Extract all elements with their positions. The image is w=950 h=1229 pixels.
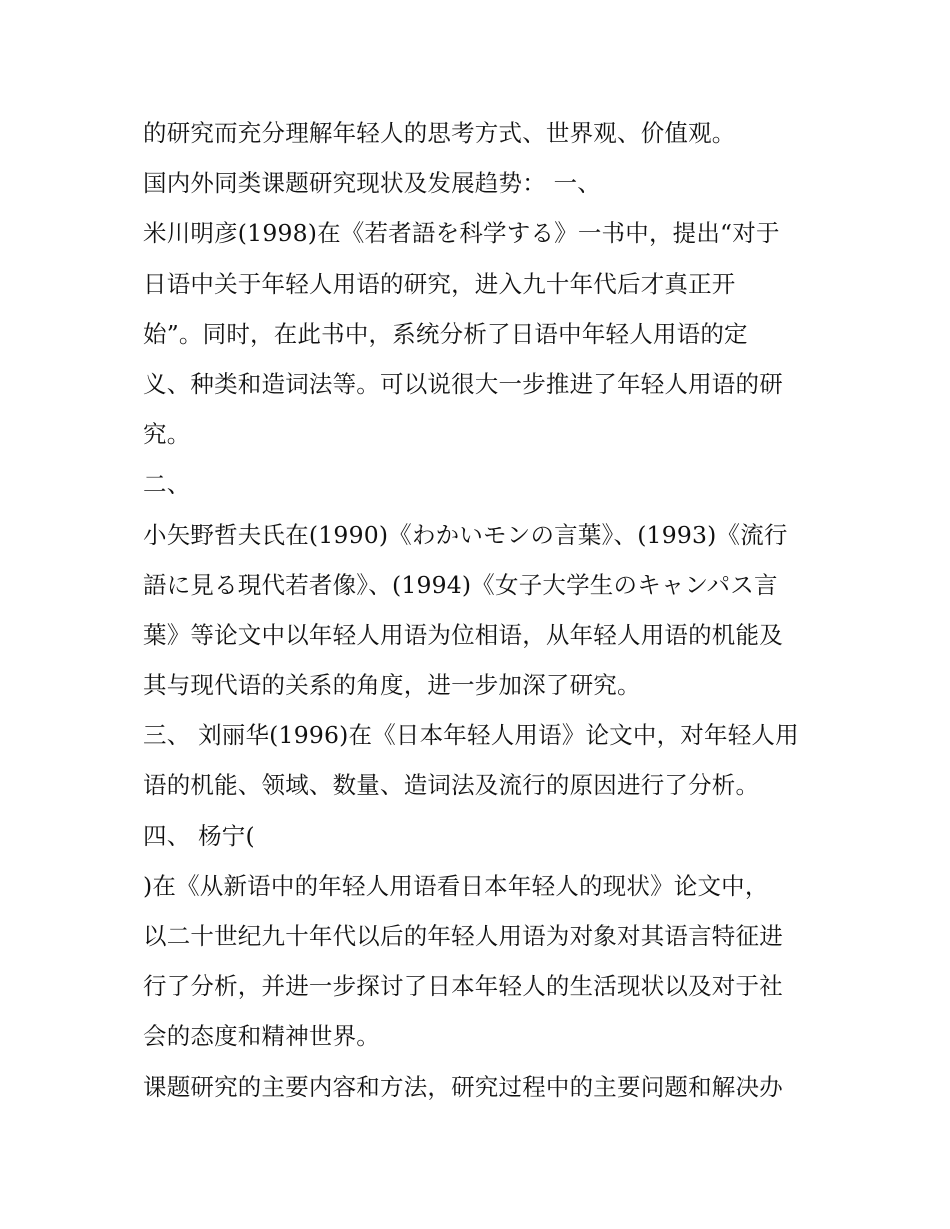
- text-line: 四、 杨宁(: [143, 821, 255, 850]
- text-line: 会的态度和精神世界。: [143, 1022, 380, 1051]
- text-line: 语的机能、领域、数量、造词法及流行的原因进行了分析。: [143, 771, 760, 800]
- text-line: 葉》等论文中以年轻人用语为位相语，从年轻人用语的机能及: [143, 620, 783, 649]
- text-line: 其与现代语的关系的角度，进一步加深了研究。: [143, 671, 641, 700]
- text-line: 的研究而充分理解年轻人的思考方式、世界观、价值观。: [143, 119, 736, 147]
- text-line: 究。: [143, 420, 191, 449]
- body-text: [143, 108, 815, 1112]
- text-line: 以二十世纪九十年代以后的年轻人用语为对象对其语言特征进: [143, 922, 783, 950]
- text-line: 二、: [143, 470, 191, 499]
- text-line: 日语中关于年轻人用语的研究，进入九十年代后才真正开: [143, 269, 736, 298]
- text-line: 始”。同时，在此书中，系统分析了日语中年轻人用语的定: [143, 319, 748, 348]
- text-line: 小矢野哲夫氏在(1990)《わかいモンの言葉》、(1993)《流行: [143, 520, 788, 549]
- text-line: 义、种类和造词法等。可以说很大一步推进了年轻人用语的研: [143, 369, 783, 398]
- text-line: 国内外同类课题研究现状及发展趋势： 一、: [143, 169, 601, 198]
- text-line: 行了分析，并进一步探讨了日本年轻人的生活现状以及对于社: [143, 972, 783, 1001]
- text-line: 课题研究的主要内容和方法，研究过程中的主要问题和解决办: [143, 1072, 783, 1101]
- text-line: 語に見る現代若者像》、(1994)《女子大学生のキャンパス言: [143, 570, 778, 599]
- text-line: )在《从新语中的年轻人用语看日本年轻人的现状》论文中，: [143, 871, 769, 900]
- text-line: 米川明彦(1998)在《若者語を科学する》一书中，提出“对于: [143, 219, 780, 248]
- text-line: 三、 刘丽华(1996)在《日本年轻人用语》论文中，对年轻人用: [143, 721, 799, 750]
